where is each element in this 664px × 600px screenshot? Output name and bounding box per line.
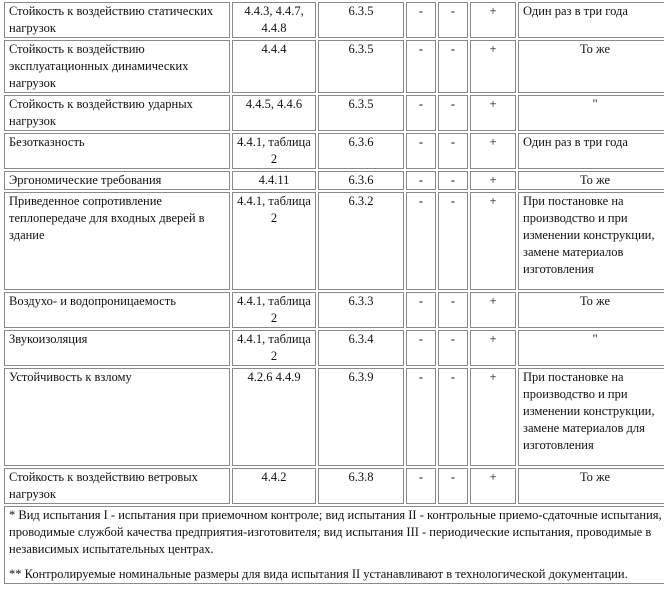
test-method: 6.3.6	[318, 171, 404, 190]
test-type-3: +	[470, 95, 516, 131]
test-type-2: -	[438, 171, 468, 190]
test-method: 6.3.9	[318, 368, 404, 466]
test-method: 6.3.5	[318, 95, 404, 131]
test-type-2: -	[438, 468, 468, 504]
test-type-1: -	[406, 292, 436, 328]
table-row	[4, 171, 664, 190]
test-type-2: -	[438, 368, 468, 466]
requirement-name: Стойкость к воздействию ветровых нагрузок	[4, 468, 230, 504]
table-row	[4, 192, 664, 290]
requirement-clause: 4.4.1, таблица 2	[232, 192, 316, 290]
test-type-1: -	[406, 133, 436, 169]
requirement-name: Безотказность	[4, 133, 230, 169]
test-method: 6.3.4	[318, 330, 404, 366]
table-notes	[4, 506, 664, 584]
test-type-3: +	[470, 133, 516, 169]
test-type-2: -	[438, 95, 468, 131]
footnote-test-types: * Вид испытания I - испытания при приемочном контроле; вид испытания II - контрольные приемо-сдаточные испытания, проводимые службой качества предприятия-изготовителя; вид испытания III - периодические испытания, проводимые в независимых испытательных центрах.	[9, 508, 662, 556]
requirement-clause: 4.4.1, таблица 2	[232, 330, 316, 366]
requirement-name: Стойкость к воздействию статических нагрузок	[4, 2, 230, 38]
test-method: 6.3.6	[318, 133, 404, 169]
test-periodicity: При постановке на производство и при изменении конструкции, замене материалов для изготовления	[518, 368, 664, 466]
test-type-1: -	[406, 2, 436, 38]
requirement-name: Воздухо- и водопроницаемость	[4, 292, 230, 328]
test-type-2: -	[438, 330, 468, 366]
test-type-1: -	[406, 368, 436, 466]
test-type-3: +	[470, 40, 516, 93]
test-method: 6.3.8	[318, 468, 404, 504]
test-type-3: +	[470, 292, 516, 328]
test-type-3: +	[470, 171, 516, 190]
requirement-clause: 4.4.1, таблица 2	[232, 133, 316, 169]
test-type-2: -	[438, 292, 468, 328]
test-type-2: -	[438, 192, 468, 290]
test-type-3: +	[470, 192, 516, 290]
test-periodicity: Один раз в три года	[518, 2, 664, 38]
table-row	[4, 468, 664, 504]
requirement-name: Приведенное сопротивление теплопередаче для входных дверей в здание	[4, 192, 230, 290]
test-type-3: +	[470, 330, 516, 366]
test-periodicity: То же	[518, 292, 664, 328]
test-type-3: +	[470, 468, 516, 504]
test-periodicity: То же	[518, 468, 664, 504]
notes-row	[4, 506, 664, 584]
requirement-clause: 4.2.6 4.4.9	[232, 368, 316, 466]
table-row	[4, 40, 664, 93]
test-method: 6.3.5	[318, 2, 404, 38]
table-row	[4, 95, 664, 131]
table-row	[4, 330, 664, 366]
test-method: 6.3.3	[318, 292, 404, 328]
table-row	[4, 368, 664, 466]
test-type-1: -	[406, 95, 436, 131]
test-periodicity: При постановке на производство и при изменении конструкции, замене материалов изготовления	[518, 192, 664, 290]
test-type-1: -	[406, 468, 436, 504]
table-row	[4, 292, 664, 328]
test-type-3: +	[470, 368, 516, 466]
test-periodicity: То же	[518, 171, 664, 190]
requirement-name: Устойчивость к взлому	[4, 368, 230, 466]
requirement-clause: 4.4.2	[232, 468, 316, 504]
test-type-1: -	[406, 330, 436, 366]
requirement-clause: 4.4.5, 4.4.6	[232, 95, 316, 131]
test-method: 6.3.2	[318, 192, 404, 290]
test-type-1: -	[406, 40, 436, 93]
test-method: 6.3.5	[318, 40, 404, 93]
table-row	[4, 2, 664, 38]
footnote-dimensions: ** Контролируемые номинальные размеры для вида испытания II устанавливают в технологической документации.	[9, 567, 628, 581]
test-type-2: -	[438, 2, 468, 38]
requirement-clause: 4.4.11	[232, 171, 316, 190]
requirement-name: Эргономические требования	[4, 171, 230, 190]
test-periodicity: "	[518, 95, 664, 131]
test-type-2: -	[438, 40, 468, 93]
test-periodicity: Один раз в три года	[518, 133, 664, 169]
requirement-name: Стойкость к воздействию эксплуатационных динамических нагрузок	[4, 40, 230, 93]
requirement-name: Звукоизоляция	[4, 330, 230, 366]
requirement-clause: 4.4.1, таблица 2	[232, 292, 316, 328]
test-type-1: -	[406, 192, 436, 290]
table-row	[4, 133, 664, 169]
requirement-clause: 4.4.3, 4.4.7, 4.4.8	[232, 2, 316, 38]
test-type-2: -	[438, 133, 468, 169]
test-periodicity: "	[518, 330, 664, 366]
test-type-1: -	[406, 171, 436, 190]
requirement-name: Стойкость к воздействию ударных нагрузок	[4, 95, 230, 131]
requirements-table	[2, 0, 664, 586]
test-type-3: +	[470, 2, 516, 38]
requirement-clause: 4.4.4	[232, 40, 316, 93]
test-periodicity: То же	[518, 40, 664, 93]
